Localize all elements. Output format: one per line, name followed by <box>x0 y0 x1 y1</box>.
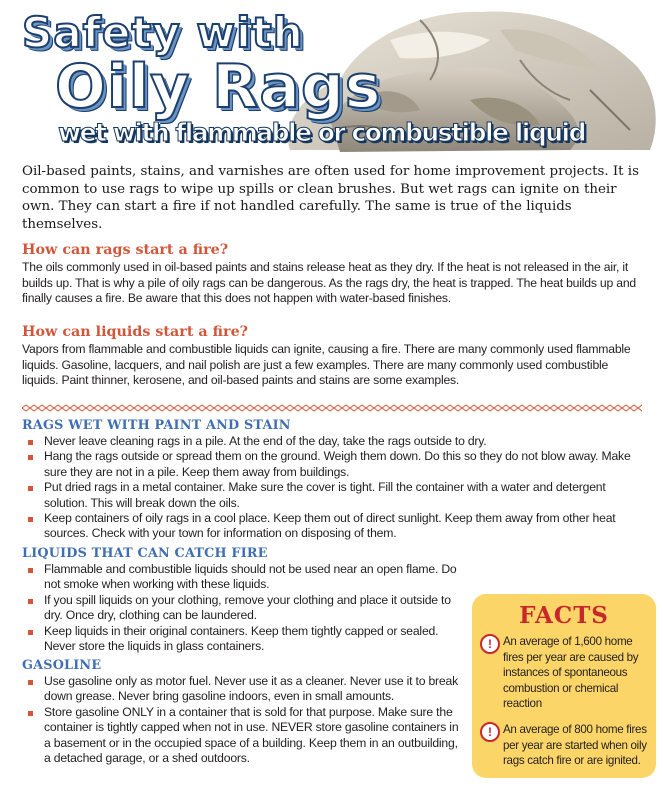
list-item <box>22 449 647 480</box>
list-item-text: Never leave cleaning rags in a pile. At the end of the day, take the rags outside to dry. <box>44 434 487 448</box>
list-item-text: Keep liquids in their original containers. Keep them tightly capped or sealed. Never store the liquids in glass containers. <box>44 623 439 654</box>
bullet-icon <box>28 599 33 604</box>
list-item-text: If you spill liquids on your clothing, remove your clothing and place it outside to dry. Once dry, clothing can be laundered. <box>44 592 451 623</box>
category-liquids <box>22 545 462 654</box>
bullet-list <box>22 434 647 542</box>
section-liquids-fire <box>22 323 647 389</box>
facts-box <box>472 594 656 778</box>
subtitle: wet with flammable or combustible liquid <box>58 118 585 147</box>
category-gasoline <box>22 657 462 766</box>
facts-title: FACTS <box>519 602 609 629</box>
list-item <box>22 705 462 767</box>
bullet-list <box>22 562 462 654</box>
exclamation-icon: ! <box>480 634 500 654</box>
list-item <box>22 624 462 655</box>
list-item-text: Flammable and combustible liquids should not be used near an open flame. Do not smoke when working with these liquids. <box>44 562 457 592</box>
list-item-text: Use gasoline only as motor fuel. Never use it as a cleaner. Never use it to break down grease. Never bring gasoline indoors, even in small amounts. <box>44 674 458 704</box>
fact-text: An average of 1,600 home fires per year are caused by instances of spontaneous combustion or chemical reaction <box>503 635 639 711</box>
list-item <box>22 674 462 705</box>
exclamation-icon: ! <box>480 722 500 742</box>
bullet-icon <box>28 517 33 522</box>
list-item <box>22 562 462 593</box>
list-item <box>22 593 462 624</box>
title-line-2: Oily Rags <box>55 52 382 122</box>
bullet-icon <box>28 630 33 635</box>
decorative-divider <box>22 404 642 412</box>
section-rags-fire <box>22 241 647 307</box>
list-item-text: Store gasoline ONLY in a container that is sold for that purpose. Make sure the container is tightly capped when not in use. NEVER store gasoline containers in a basement or in the occupied space of a building. Keep them in an outbuilding, a detached garage, or a shed outdoors. <box>44 704 459 766</box>
section-body: Vapors from flammable and combustible liquids can ignite, causing a fire. There are many commonly used flammable liquids. Gasoline, lacquers, and nail polish are just a few examples. There are many commonly used combustible liquids. Paint thinner, kerosene, and oil-based paints and stains are some examples. <box>22 342 631 388</box>
header <box>0 0 663 158</box>
bullet-list <box>22 674 462 766</box>
section-heading: How can liquids start a fire? <box>22 324 249 340</box>
category-heading: RAGS WET WITH PAINT AND STAIN <box>22 418 291 433</box>
bullet-icon <box>28 486 33 491</box>
title-line-1: Safety with <box>22 8 304 57</box>
list-item-text: Hang the rags outside or spread them on the ground. Weigh them down. Do this so they do not blow away. Make sure they are not in a pile. Keep them away from buildings. <box>44 449 631 479</box>
intro-paragraph: Oil-based paints, stains, and varnishes are often used for home improvement projects. It is common to use rags to wipe up spills or clean brushes. But wet rags can ignite on their own. They can start a fire if not handled carefully. The same is true of the liquids themselves. <box>22 164 639 232</box>
list-item-text: Keep containers of oily rags in a cool place. Keep them out of direct sunlight. Keep them away from other heat sources. Check with your town for information on disposing of them. <box>44 511 616 541</box>
list-item <box>22 511 647 542</box>
bullet-icon <box>28 440 33 445</box>
bullet-icon <box>28 455 33 460</box>
list-item-text: Put dried rags in a metal container. Make sure the cover is tight. Fill the container with a water and detergent solution. This will break down the oils. <box>44 480 606 510</box>
bullet-icon <box>28 680 33 685</box>
list-item <box>22 480 647 511</box>
category-rags-wet <box>22 417 647 542</box>
bullet-icon <box>28 568 33 573</box>
category-heading: GASOLINE <box>22 658 102 673</box>
list-item <box>22 434 647 449</box>
section-body: The oils commonly used in oil-based paints and stains release heat as they dry. If the heat is not released in the air, it builds up. That is why a pile of oily rags can be dangerous. As the rags dry, the heat is trapped. The heat builds up and finally causes a fire. Be aware that this does not happen with water-based finishes. <box>22 260 637 306</box>
category-heading: LIQUIDS THAT CAN CATCH FIRE <box>22 546 268 561</box>
bullet-icon <box>28 711 33 716</box>
fact-text: An average of 800 home fires per year are started when oily rags catch fire or are ignited. <box>503 723 647 768</box>
section-heading: How can rags start a fire? <box>22 242 229 258</box>
